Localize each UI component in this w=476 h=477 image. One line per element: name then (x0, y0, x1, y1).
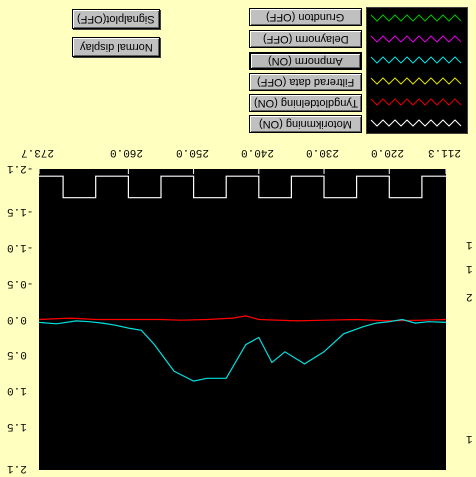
y-tick-label: 1.0 (7, 384, 27, 397)
x-tick-label: 273.7 (21, 146, 55, 158)
signal-plot-button-label: Signalplot(OFF) (77, 13, 155, 25)
y-tick-label: -0.5 (7, 276, 34, 289)
side-label: 1 (466, 262, 473, 274)
filtered-data-label: Filtrerad data (OFF) (256, 76, 355, 88)
y-tick-label: 0.5 (7, 348, 27, 361)
series-line-0 (39, 176, 446, 198)
y-tick-label: 0.0 (7, 312, 27, 325)
legend-line-2 (371, 57, 461, 63)
legend-line-3 (371, 78, 461, 84)
side-label: 1 (466, 432, 473, 444)
y-tick-label: -2.1 (7, 162, 34, 174)
grundton-label: Grundton (OFF) (266, 11, 345, 23)
signal-plot-area[interactable] (39, 169, 446, 470)
side-label: 2 (466, 290, 473, 302)
side-label: 1 (466, 238, 473, 250)
legend-line-4 (371, 99, 461, 105)
x-tick-label: 250.0 (175, 146, 209, 158)
y-tick-label: 1.5 (7, 420, 27, 432)
x-tick-label: 220.0 (371, 146, 405, 158)
motorik-button[interactable] (249, 115, 362, 133)
y-tick-label: -1.5 (7, 205, 34, 217)
legend-line-0 (371, 15, 461, 21)
legend-panel (366, 7, 468, 134)
ampnorm-label: Ampnorm (ON) (268, 55, 343, 67)
series-line-1 (39, 316, 446, 321)
legend-line-5 (371, 120, 461, 126)
tyngdpunkt-button[interactable] (249, 94, 362, 112)
x-tick-label: 260.0 (110, 146, 144, 158)
series-line-2 (39, 320, 446, 382)
normal-display-button-label: Normal display (79, 41, 153, 53)
y-tick-label: 2.1 (7, 462, 27, 474)
filtered-data-button[interactable] (249, 73, 362, 91)
x-tick-label: 211.3 (428, 146, 462, 158)
x-tick-label: 240.0 (240, 146, 274, 158)
normal-display-button[interactable] (72, 37, 160, 57)
tyngdpunkt-label: Tyngdlotdelning (ON) (253, 97, 358, 109)
grundton-button[interactable] (249, 8, 362, 26)
delaynorm-button[interactable] (249, 30, 362, 48)
y-tick-label: -1.0 (7, 240, 34, 253)
legend-line-1 (371, 36, 461, 42)
x-tick-label: 230.0 (306, 146, 340, 158)
signal-plot-button[interactable] (72, 9, 160, 29)
ampnorm-button[interactable] (249, 52, 362, 70)
delaynorm-label: Delaynorm (OFF) (262, 33, 349, 45)
motorik-label: Motorikmning (ON) (259, 118, 352, 130)
